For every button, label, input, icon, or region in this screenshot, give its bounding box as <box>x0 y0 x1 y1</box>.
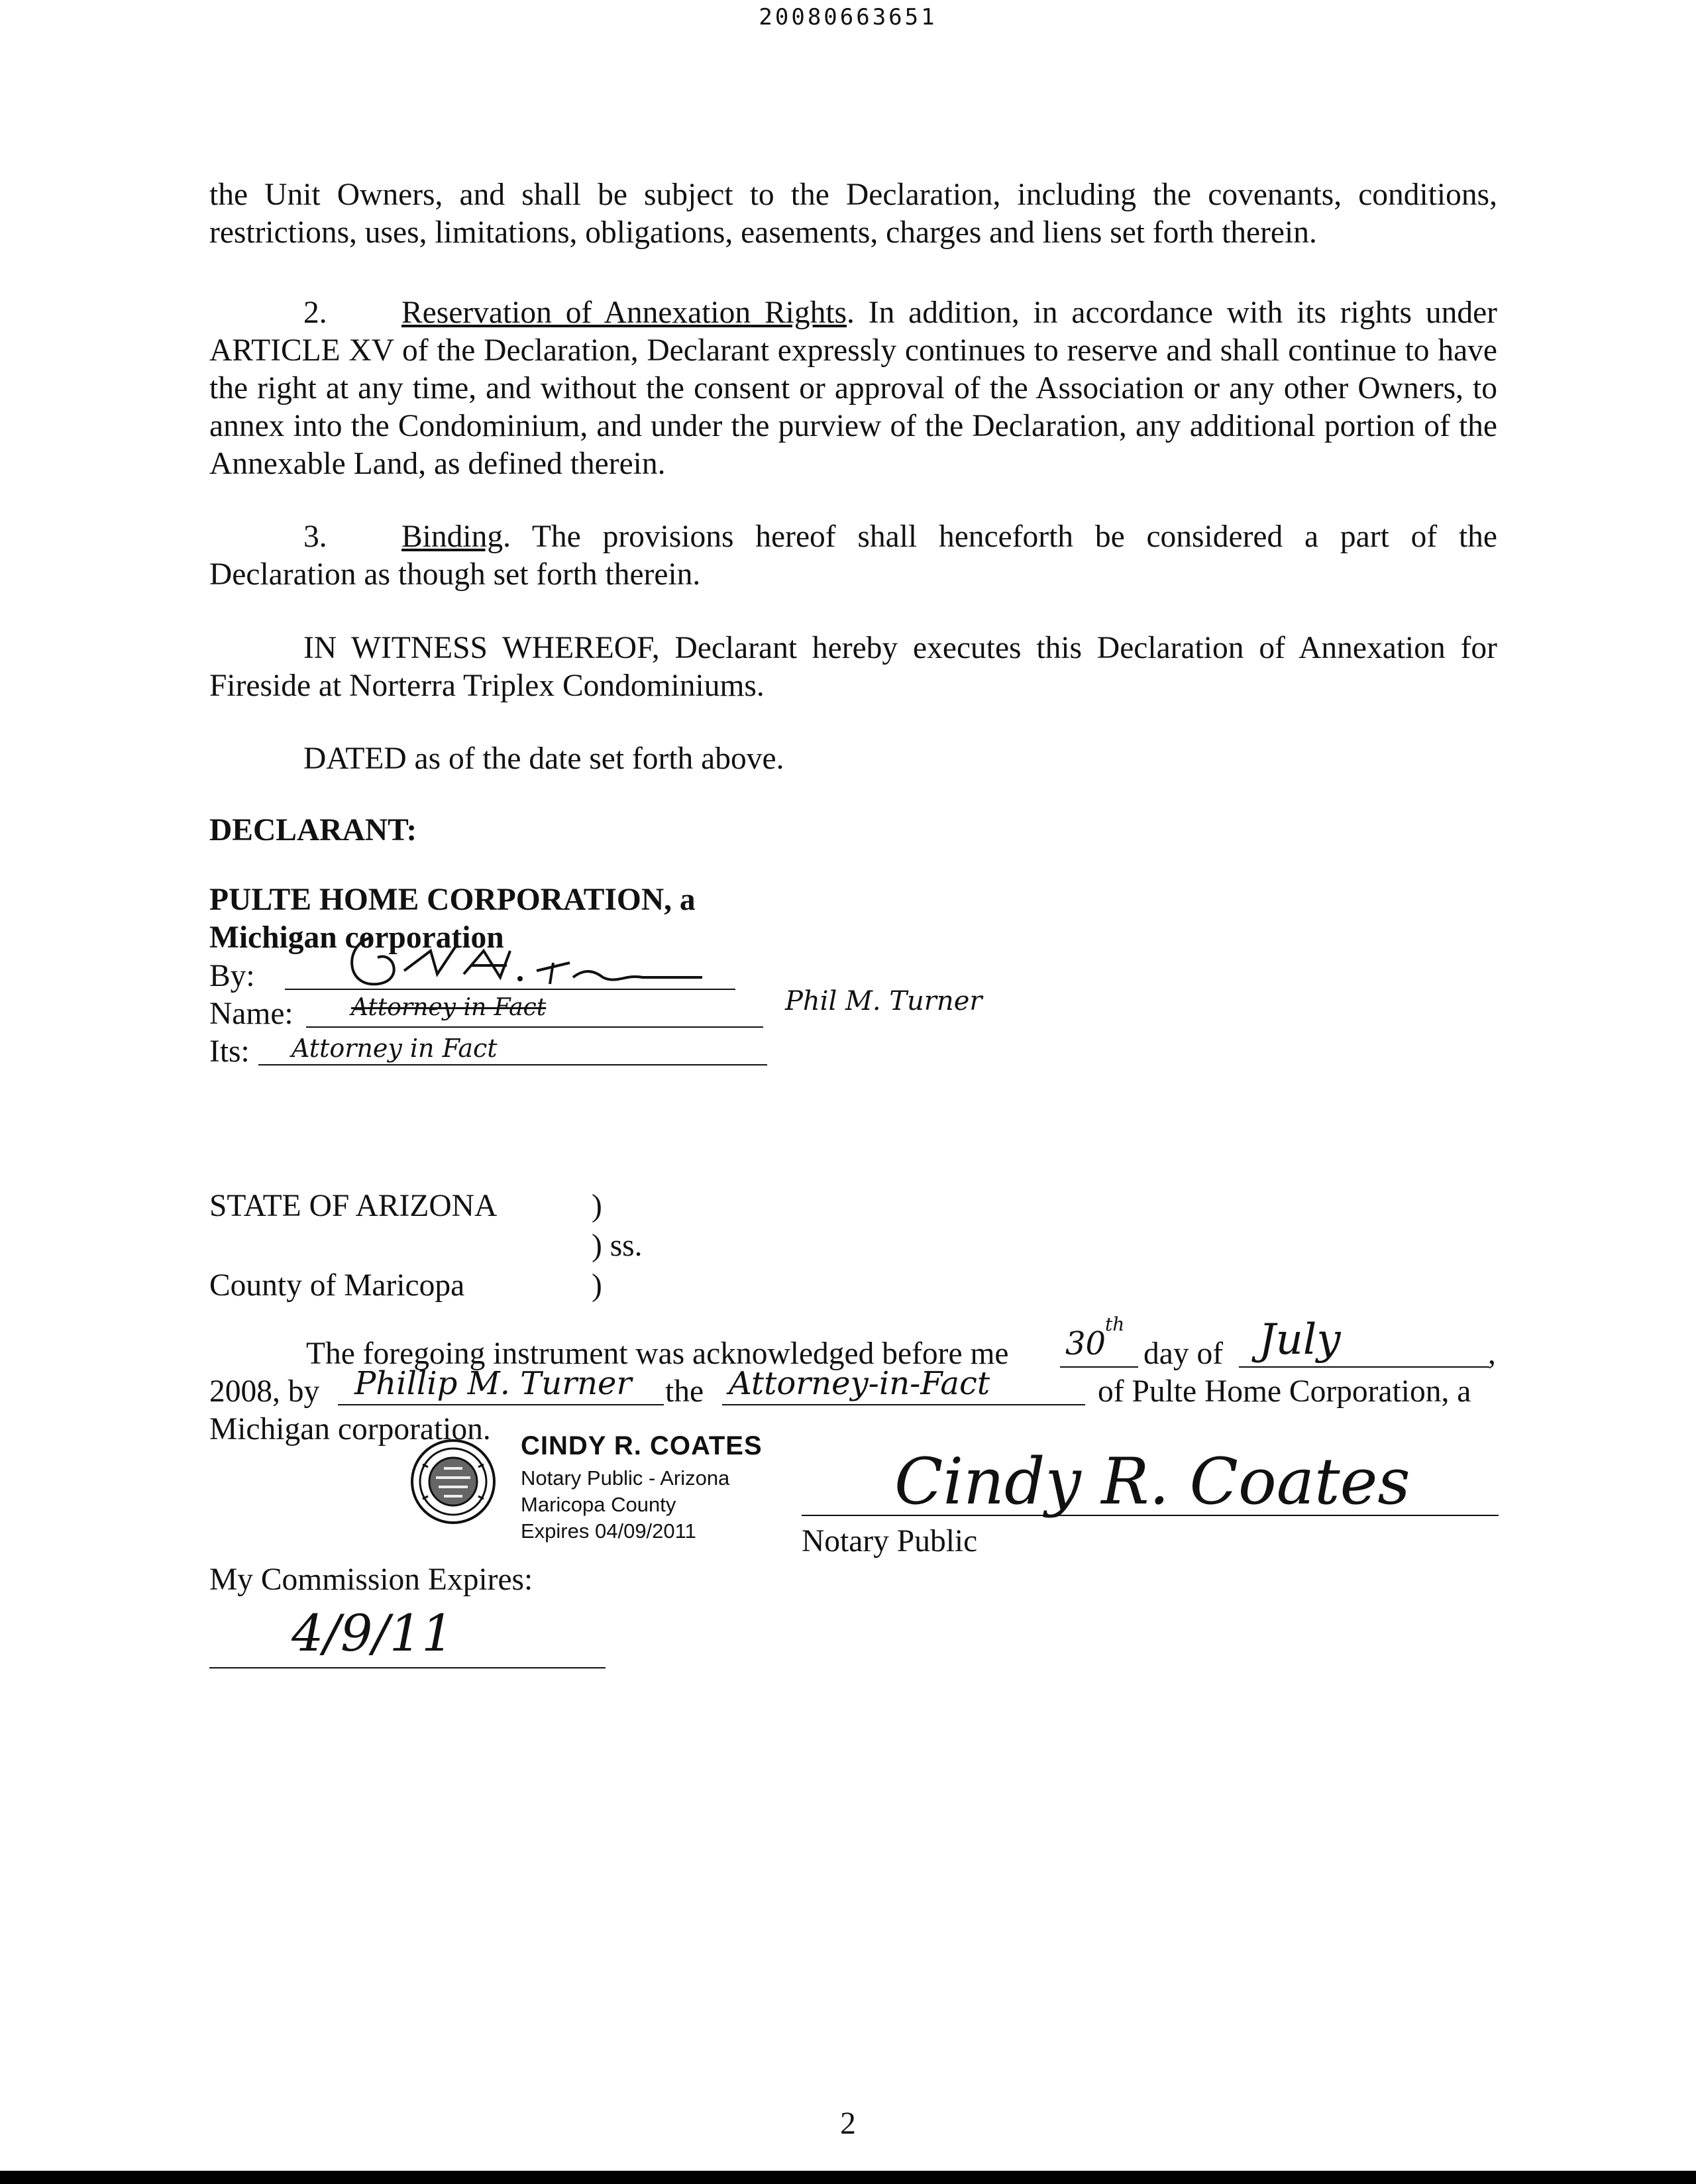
section-2-heading: Reservation of Annexation Rights <box>401 296 847 330</box>
venue-ss: ) ss. <box>592 1228 643 1263</box>
venue-paren-3: ) <box>592 1268 602 1303</box>
section-3-text: . The provisions hereof shall henceforth be considered a part of the Declaration as though set forth therein. <box>209 519 1497 592</box>
ack-title-handwriting: Attorney-in-Fact <box>729 1365 990 1402</box>
ack-month-handwriting: July <box>1259 1315 1341 1364</box>
section-3-paragraph <box>209 518 1497 594</box>
dated-line: DATED as of the date set forth above. <box>303 741 784 776</box>
ack-line-1: The foregoing instrument was acknowledged before me <box>306 1337 1009 1371</box>
commission-expiry-handwriting: 4/9/11 <box>292 1604 454 1663</box>
ack-name-handwriting: Phillip M. Turner <box>354 1365 632 1402</box>
intro-paragraph: the Unit Owners, and shall be subject to the Declaration, including the covenants, conditions, restrictions, uses, limitations, obligations, easements, charges and liens set forth therein. <box>209 178 1497 250</box>
ack-company: of Pulte Home Corporation, a <box>1098 1374 1471 1409</box>
venue-county: County of Maricopa <box>209 1268 465 1303</box>
commission-label: My Commission Expires: <box>209 1562 533 1597</box>
company-name: PULTE HOME CORPORATION, a <box>209 883 696 917</box>
ack-the: the <box>665 1374 704 1409</box>
ack-name-line <box>338 1404 664 1405</box>
document-number: 20080663651 <box>759 4 937 30</box>
ack-line-3: Michigan corporation. <box>209 1412 491 1447</box>
ack-day-suffix-handwriting: th <box>1105 1313 1125 1335</box>
stamp-notary-county: Maricopa County <box>521 1493 676 1516</box>
section-3-heading: Binding <box>401 519 504 554</box>
section-2-number: 2. <box>303 296 327 330</box>
its-label: Its: <box>209 1034 250 1069</box>
section-2-paragraph <box>209 294 1497 483</box>
notary-public-label: Notary Public <box>802 1524 978 1558</box>
declarant-label: DECLARANT: <box>209 813 417 847</box>
company-state: Michigan corporation <box>209 920 504 955</box>
venue-paren-1: ) <box>592 1189 602 1223</box>
ack-day-line <box>1060 1366 1138 1368</box>
page-number: 2 <box>840 2106 856 2141</box>
stamp-notary-name: CINDY R. COATES <box>521 1431 763 1460</box>
signer-title-handwriting: Attorney in Fact <box>292 1034 498 1063</box>
struck-name-handwriting: Attorney in Fact <box>351 994 547 1021</box>
section-2-text: . In addition, in accordance with its rights under ARTICLE XV of the Declaration, Declarant expressly continues to reserve and shall continue to have the right at any time, and without the consent or approval of the Association or any other Owners, to annex into the Condominium, and under the purview of the Declaration, any additional portion of the Annexable Land, as defined therein. <box>209 296 1497 481</box>
name-signature-line <box>306 1026 763 1028</box>
notary-seal-icon <box>409 1438 497 1525</box>
ack-day-handwriting: 30 <box>1065 1325 1106 1362</box>
ack-comma: , <box>1488 1337 1496 1371</box>
stamp-notary-state: Notary Public - Arizona <box>521 1466 730 1490</box>
ack-month-line <box>1239 1366 1489 1368</box>
ack-year-by: 2008, by <box>209 1374 320 1409</box>
stamp-notary-expiry: Expires 04/09/2011 <box>521 1519 696 1543</box>
by-label: By: <box>209 959 255 993</box>
venue-state: STATE OF ARIZONA <box>209 1189 498 1223</box>
its-signature-line <box>258 1064 767 1065</box>
ack-day-of: day of <box>1143 1337 1224 1371</box>
declarant-signature <box>331 924 742 997</box>
notary-signature-handwriting: Cindy R. Coates <box>894 1445 1410 1519</box>
signer-name-handwriting: Phil M. Turner <box>785 986 982 1016</box>
ack-title-line <box>722 1404 1085 1405</box>
section-3-number: 3. <box>303 519 327 554</box>
witness-paragraph: IN WITNESS WHEREOF, Declarant hereby executes this Declaration of Annexation for Fireside at Norterra Triplex Condominiums. <box>209 631 1497 703</box>
scan-bottom-border <box>0 2171 1696 2184</box>
commission-expiry-line <box>209 1667 606 1668</box>
name-label: Name: <box>209 997 293 1031</box>
